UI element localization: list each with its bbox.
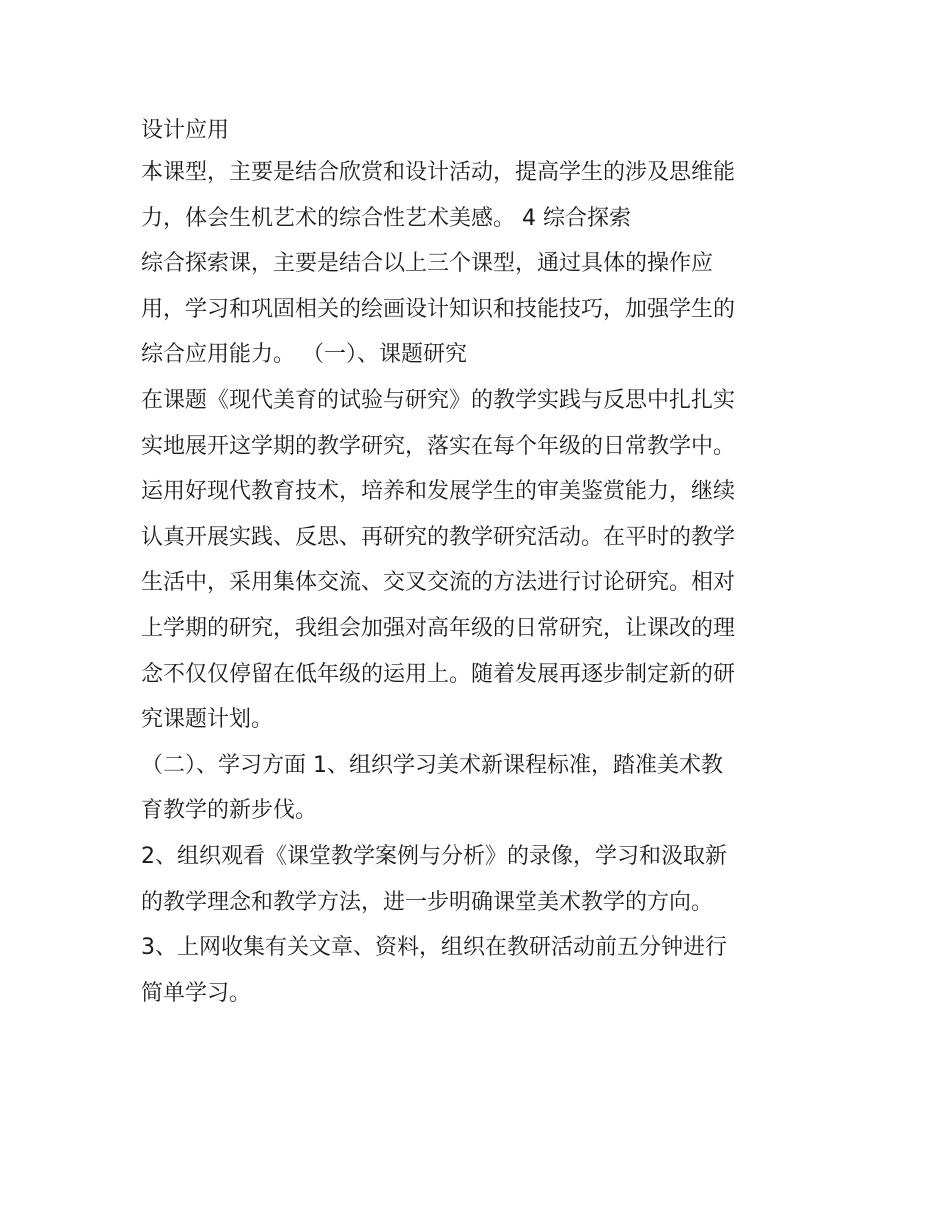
body-line: 简单学习。 xyxy=(141,980,252,1006)
body-line: 运用好现代教育技术，培养和发展学生的审美鉴赏能力，继续 xyxy=(141,479,736,505)
body-line: 究课题计划。 xyxy=(141,707,274,733)
document-body xyxy=(141,108,821,1016)
body-line: 2、组织观看《课堂教学案例与分析》的录像，学习和汲取新 xyxy=(141,843,727,869)
body-line: 念不仅仅停留在低年级的运用上。随着发展再逐步制定新的研 xyxy=(141,661,736,687)
body-line: 认真开展实践、反思、再研究的教学研究活动。在平时的教学 xyxy=(141,524,736,550)
body-line: 用，学习和巩固相关的绘画设计知识和技能技巧，加强学生的 xyxy=(141,296,736,322)
body-line: 力，体会生机艺术的综合性艺术美感。 4 综合探索 xyxy=(141,205,631,231)
body-line: 上学期的研究，我组会加强对高年级的日常研究，让课改的理 xyxy=(141,615,736,641)
body-line: （二）、学习方面 1、组织学习美术新课程标准，踏准美术教 xyxy=(141,752,723,778)
body-line: 3、上网收集有关文章、资料，组织在教研活动前五分钟进行 xyxy=(141,935,727,961)
body-line: 本课型，主要是结合欣赏和设计活动，提高学生的涉及思维能 xyxy=(141,160,736,185)
body-line: 在课题《现代美育的试验与研究》的教学实践与反思中扎扎实 xyxy=(141,387,736,413)
body-line: 实地展开这学期的教学研究，落实在每个年级的日常教学中。 xyxy=(141,433,736,459)
section-heading: 设计应用 xyxy=(141,118,230,143)
body-line: 育教学的新步伐。 xyxy=(141,798,318,824)
body-line: 的教学理念和教学方法，进一步明确课堂美术教学的方向。 xyxy=(141,889,714,915)
body-line: 综合探索课，主要是结合以上三个课型，通过具体的操作应 xyxy=(141,251,714,277)
body-line: 综合应用能力。 （一）、课题研究 xyxy=(141,342,467,368)
body-line: 生活中，采用集体交流、交叉交流的方法进行讨论研究。相对 xyxy=(141,570,736,596)
